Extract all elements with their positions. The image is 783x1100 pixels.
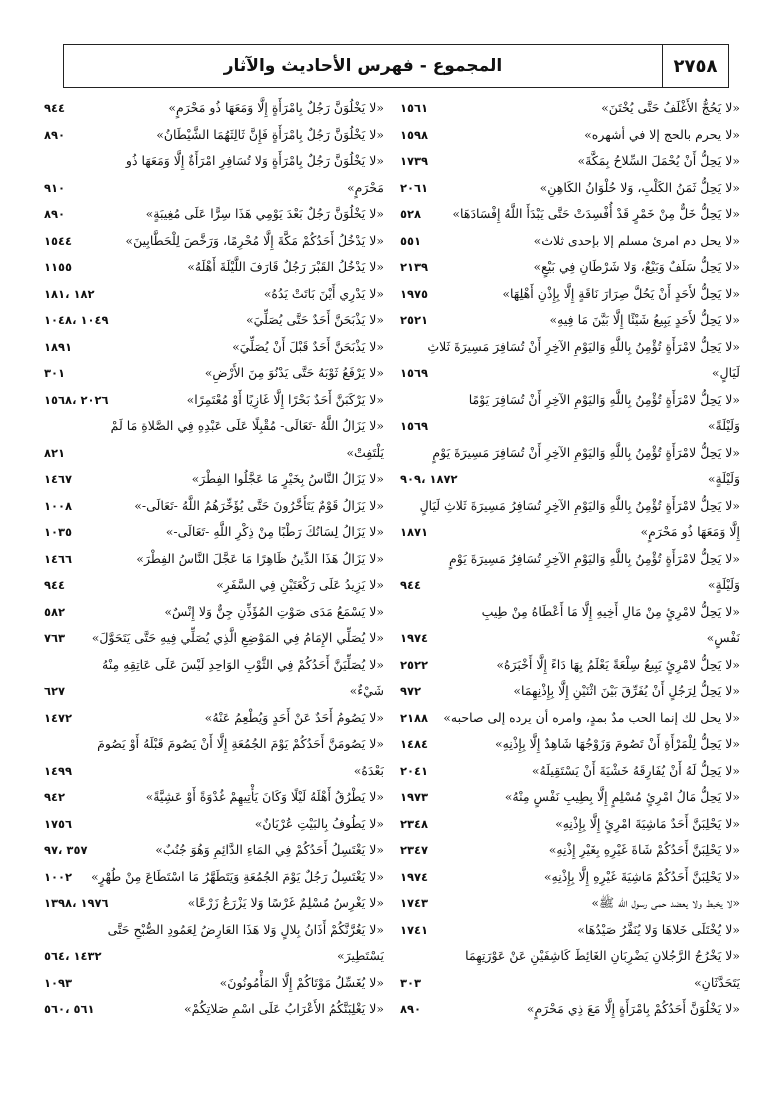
index-entry xyxy=(44,864,384,891)
index-column-left xyxy=(44,95,384,1023)
entry-text: «لا يَخْلُوَنَّ رَجُلٌ بِامْرَأَةٍ إِلَّا وَمَعَهَا ذُو مَحْرَمٍ» xyxy=(168,100,384,115)
entry-text: «لا يَحِلُّ لامْرَأَةٍ تُؤْمِنُ بِاللَّهِ وَاليَوْمِ الآخِرِ أَنْ تُسَافِرَ مَسِيرَةَ يَوْمٍ xyxy=(432,444,740,460)
entry-text: «لا يَحُجُّ الأَغْلَفُ حَتَّى يُخْتَنَ» xyxy=(601,100,740,115)
entry-text: «لا يَدْخُلُ القَبْرَ رَجُلٌ قَارَفَ اللَّيْلَةَ أَهْلَهُ» xyxy=(187,259,384,274)
entry-page-refs: ١٧٥٦ xyxy=(44,811,74,838)
entry-page-refs: ٩٧٢ xyxy=(400,678,423,705)
page-number: ٢٧٥٨ xyxy=(662,45,728,87)
index-entry xyxy=(400,917,740,944)
entry-text: «لا يَحِلُّ لأَحَدٍ أَنْ يَحُلَّ صِرَارَ نَاقَةٍ إِلَّا بِإِذْنِ أَهْلِهَا» xyxy=(502,285,740,301)
index-column-right xyxy=(400,95,740,1023)
entry-page-refs: ١٠٣٥ xyxy=(44,519,74,546)
entry-text: «لا يَخْلُوَنَّ أَحَدُكُمْ بِامْرَأَةٍ إِلَّا مَعَ ذِي مَحْرَمٍ» xyxy=(526,1001,740,1016)
index-entry xyxy=(400,175,740,202)
entry-page-refs: ٣٠٣ xyxy=(400,970,423,997)
entry-text-continuation: مَحْرَمٍ» xyxy=(346,179,384,195)
index-entry xyxy=(44,996,384,1023)
index-entry xyxy=(400,864,740,891)
entry-page-refs: ١٧٤١ xyxy=(400,917,430,944)
entry-text-continuation: يَلْتَفِتْ» xyxy=(346,444,384,460)
index-entry xyxy=(400,122,740,149)
entry-text: «لا يُصَلِّيَنَّ أَحَدُكُمْ فِي الثَّوْبِ الوَاحِدِ لَيْسَ عَلَى عَاتِقِهِ مِنْهُ xyxy=(102,656,384,672)
entry-page-refs: ٨٩٠ xyxy=(44,201,67,228)
index-entry xyxy=(400,440,740,493)
page-title: المجموع - فهرس الأحاديث والآثار xyxy=(223,56,503,76)
entry-page-refs: ٥٢٨ xyxy=(400,201,423,228)
entry-page-refs: ١٤٦٦ xyxy=(44,546,74,573)
index-entry xyxy=(44,387,384,414)
entry-page-refs: ١٩٧٥ xyxy=(400,281,430,308)
entry-text: «لا يخبط ولا يعضد حمى رسول الله ﷺ» xyxy=(591,895,740,910)
index-entry xyxy=(400,281,740,308)
index-entry xyxy=(400,307,740,334)
index-entry xyxy=(400,334,740,387)
index-entry xyxy=(44,837,384,864)
index-entry xyxy=(44,917,384,970)
entry-page-refs: ٢١٨٨ xyxy=(400,705,430,732)
entry-page-refs: ٢٥٢١ xyxy=(400,307,430,334)
entry-page-refs: ٢٣٤٨ xyxy=(400,811,430,838)
index-entry xyxy=(44,413,384,466)
index-entry xyxy=(400,784,740,811)
entry-text: «لا يَخْرُجُ الرَّجُلانِ يَضْرِبَانِ الغَائِطَ كَاشِفَيْنِ عَنْ عَوْرَتِهِمَا xyxy=(465,948,740,963)
entry-text: «لا يَحِلُّ لامْرِئٍ يَبِيعُ سِلْعَةً يَعْلَمُ بِهَا دَاءً إِلَّا أَخْبَرَهُ» xyxy=(496,656,740,672)
entry-page-refs: ٧٦٣ xyxy=(44,625,67,652)
entry-page-refs: ١٨٧٢ ،٩٠٩ xyxy=(400,466,460,493)
entry-text: «لا يَطُوفُ بِالبَيْتِ عُرْيَانٌ» xyxy=(254,815,384,831)
entry-page-refs: ٨٢١ xyxy=(44,440,67,467)
index-entry xyxy=(400,705,740,732)
entry-text: «لا يَحِلُّ لامْرَأَةٍ تُؤْمِنُ بِاللَّهِ وَاليَوْمِ الآخِرِ أَنْ تُسَافِرَ مَسِيرَةَ ثَلاثِ xyxy=(427,338,740,354)
entry-text: «لا يَرْفَعُ ثَوْبَهُ حَتَّى يَدْنُوَ مِنَ الأَرْضِ» xyxy=(204,365,384,380)
index-entry xyxy=(400,493,740,546)
entry-page-refs: ١٥٦٩ xyxy=(400,413,430,440)
index-entry xyxy=(400,890,740,917)
entry-page-refs: ١٥٦٩ xyxy=(400,360,430,387)
index-entry xyxy=(44,625,384,652)
entry-text: «لا يَحْلِبَنَّ أَحَدُكُمْ مَاشِيَةَ غَيْرِهِ إِلَّا بِإِذْنِهِ» xyxy=(543,868,740,884)
entry-page-refs: ٩١٠ xyxy=(44,175,67,202)
entry-page-refs: ١٩٧٤ xyxy=(400,864,430,891)
entry-page-refs: ١٤٣٢ ،٥٦٤ xyxy=(44,943,104,970)
index-entry xyxy=(44,307,384,334)
entry-text: «لا يحل دم امرئ مسلم إلا بإحدى ثلاث» xyxy=(533,232,740,248)
index-entry xyxy=(400,996,740,1023)
entry-page-refs: ٩٤٤ xyxy=(44,572,67,599)
entry-text: «لا يَحِلُّ لِرَجُلٍ أَنْ يُفَرِّقَ بَيْنَ اثْنَيْنِ إِلَّا بِإِذْنِهِمَا» xyxy=(513,683,740,698)
entry-page-refs: ٢١٣٩ xyxy=(400,254,430,281)
entry-page-refs: ١٥٤٤ xyxy=(44,228,74,255)
entry-page-refs: ٣٥٧ ،٩٧ xyxy=(44,837,89,864)
index-entry xyxy=(400,811,740,838)
entry-page-refs: ١٨٩١ xyxy=(44,334,74,361)
entry-text: «لا يَحِلُّ لأَحَدٍ يَبِيعُ شَيْئًا إِلَّا بَيَّنَ مَا فِيهِ» xyxy=(549,312,740,327)
index-entry xyxy=(400,943,740,996)
entry-page-refs: ٦٢٧ xyxy=(44,678,67,705)
index-entry xyxy=(44,599,384,626)
index-entry xyxy=(44,546,384,573)
entry-page-refs: ٥٨٢ xyxy=(44,599,67,626)
entry-page-refs: ٩٤٤ xyxy=(44,95,67,122)
entry-text: «لا يحرم بالحج إلا في أشهره» xyxy=(584,126,740,142)
index-entry xyxy=(400,599,740,652)
entry-text: «لا يَغْتَسِلُ أَحَدُكُمْ فِي المَاءِ الدَّائِمِ وَهُوَ جُنُبٌ» xyxy=(155,842,384,857)
entry-text: «لا يَزَالُ هَذَا الدِّينُ ظَاهِرًا مَا عَجَّلَ النَّاسُ الفِطْرَ» xyxy=(136,550,384,566)
entry-page-refs: ٨٩٠ xyxy=(44,122,67,149)
index-entry xyxy=(44,890,384,917)
entry-page-refs: ١٤٩٩ xyxy=(44,758,74,785)
entry-text: «لا يَغْتَسِلُ رَجُلٌ يَوْمَ الجُمُعَةِ وَيَتَطَهَّرُ مَا اسْتَطَاعَ مِنْ طُهْرٍ» xyxy=(90,868,384,884)
entry-page-refs: ٩٤٤ xyxy=(400,572,423,599)
index-entry xyxy=(400,95,740,122)
entry-text: «لا يَحِلُّ لامْرِئٍ مِنْ مَالِ أَخِيهِ إِلَّا مَا أَعْطَاهُ مِنْ طِيبِ xyxy=(481,603,740,619)
entry-text: «لا يَرْكَبَنَّ أَحَدٌ بَحْرًا إِلَّا غَازِيًا أَوْ مُعْتَمِرًا» xyxy=(186,391,384,407)
page-header xyxy=(63,44,729,88)
entry-text: «لا يُخْتَلَى خَلاهَا وَلا يُنَفَّرُ صَيْدُهَا» xyxy=(577,921,740,937)
index-entry xyxy=(44,493,384,520)
entry-page-refs: ٢٣٤٧ xyxy=(400,837,430,864)
index-entry xyxy=(400,837,740,864)
entry-page-refs: ١٩٧٣ xyxy=(400,784,430,811)
index-entry xyxy=(400,387,740,440)
index-entry xyxy=(400,148,740,175)
entry-text: «لا يَحْلِبَنَّ أَحَدٌ مَاشِيَةَ امْرِئٍ إِلَّا بِإِذْنِهِ» xyxy=(555,815,740,831)
entry-page-refs: ١١٥٥ xyxy=(44,254,74,281)
entry-text-continuation: نَفْسٍ» xyxy=(706,630,740,645)
entry-text: «لا يَصُومُ أَحَدٌ عَنْ أَحَدٍ وَيُطْعِمُ عَنْهُ» xyxy=(204,709,384,725)
index-entry xyxy=(44,148,384,201)
entry-page-refs: ١٨٧١ xyxy=(400,519,430,546)
entry-text: «لا يَحِلُّ لِلْمَرْأَةِ أَنْ تَصُومَ وَزَوْجُهَا شَاهِدٌ إِلَّا بِإِذْنِهِ» xyxy=(495,736,740,751)
entry-page-refs: ١٤٨٤ xyxy=(400,731,430,758)
entry-text: «لا يَزَالُ النَّاسُ بِخَيْرٍ مَا عَجَّلُوا الفِطْرَ» xyxy=(191,471,384,486)
index-entry xyxy=(44,360,384,387)
entry-page-refs: ٢٠٢٦ ،١٥٦٨ xyxy=(44,387,111,414)
entry-page-refs: ١٧٣٩ xyxy=(400,148,430,175)
entry-page-refs: ١٩٧٦ ،١٣٩٨ xyxy=(44,890,111,917)
entry-text: «لا يَحِلُّ لَهُ أَنْ يُفَارِقَهُ خَشْيَةَ أَنْ يَسْتَقِيلَهُ» xyxy=(531,762,740,778)
entry-text-continuation: شَيْءٌ» xyxy=(349,683,384,698)
entry-text: «لا يَخْلُوَنَّ رَجُلٌ بِامْرَأَةٍ فَإِنَّ ثَالِثَهُمَا الشَّيْطَانُ» xyxy=(156,126,384,142)
index-entry xyxy=(400,731,740,758)
index-entry xyxy=(400,201,740,228)
index-entry xyxy=(44,811,384,838)
entry-page-refs: ٢٠٤١ xyxy=(400,758,430,785)
entry-text: «لا يَغْلِبَنَّكُمُ الأَعْرَابُ عَلَى اسْمِ صَلاتِكُمْ» xyxy=(184,1001,384,1016)
entry-text: «لا يَغْرِسُ مُسْلِمٌ غَرْسًا وَلا يَزْرَعُ زَرْعًا» xyxy=(187,895,384,910)
entry-text: «لا يَصُومَنَّ أَحَدُكُمْ يَوْمَ الجُمُعَةِ إِلَّا أَنْ يَصُومَ قَبْلَهُ أَوْ يَصُومَ xyxy=(97,736,384,751)
entry-text: «لا يَحِلُّ سَلَفٌ وَبَيْعٌ، وَلا شَرْطَانِ فِي بَيْعٍ» xyxy=(533,259,740,274)
entry-text: «لا يَسْمَعُ مَدَى صَوْتِ المُؤَذِّنِ جِنٌّ وَلا إِنْسٌ» xyxy=(164,603,384,619)
entry-page-refs: ١٤٧٢ xyxy=(44,705,74,732)
index-entry xyxy=(400,546,740,599)
entry-page-refs: ١٠٠٢ xyxy=(44,864,74,891)
entry-page-refs: ١٥٦١ xyxy=(400,95,430,122)
entry-text: «لا يَحِلُّ لامْرَأَةٍ تُؤْمِنُ بِاللَّهِ وَاليَوْمِ الآخِرِ تُسَافِرُ مَسِيرَةَ ثَلاثِ لَيَالٍ xyxy=(419,497,740,513)
entry-page-refs: ١٠٤٩ ،١٠٤٨ xyxy=(44,307,111,334)
entry-page-refs: ١٧٤٣ xyxy=(400,890,430,917)
index-entry xyxy=(400,254,740,281)
index-entry xyxy=(400,678,740,705)
entry-text: «لا يَحِلُّ مَالُ امْرِئٍ مُسْلِمٍ إِلَّا بِطِيبِ نَفْسٍ مِنْهُ» xyxy=(504,789,740,804)
index-entry xyxy=(44,705,384,732)
entry-text: «لا يَزَالُ قَوْمٌ يَتَأَخَّرُونَ حَتَّى يُؤَخِّرَهُمُ اللَّهُ -تَعَالَى-» xyxy=(134,497,384,513)
entry-page-refs: ٣٠١ xyxy=(44,360,67,387)
entry-page-refs: ١٤٦٧ xyxy=(44,466,74,493)
index-entry xyxy=(44,572,384,599)
index-entry xyxy=(44,334,384,361)
index-entry xyxy=(400,228,740,255)
entry-text: «لا يَحِلُّ لامْرَأَةٍ تُؤْمِنُ بِاللَّهِ وَاليَوْمِ الآخِرِ تُسَافِرُ مَسِيرَةَ يَوْمٍ xyxy=(449,550,740,566)
entry-text-continuation: وَلَيْلَةٍ» xyxy=(707,577,740,592)
index-entry xyxy=(44,122,384,149)
entry-text: «لا يَذْبَحَنَّ أَحَدٌ قَبْلَ أَنْ يُصَلِّيَ» xyxy=(232,338,384,354)
entry-page-refs: ١٩٧٤ xyxy=(400,625,430,652)
entry-page-refs: ٥٥١ xyxy=(400,228,423,255)
entry-text: «لا يَدْخُلُ أَحَدُكُمْ مَكَّةَ إِلَّا مُحْرِمًا، وَرَخَّصَ لِلْحَطَّابِينَ» xyxy=(125,232,384,248)
entry-text: «لا يَذْبَحَنَّ أَحَدٌ حَتَّى يُصَلِّيَ» xyxy=(246,312,384,327)
index-entry xyxy=(44,228,384,255)
entry-text: «لا يَزَالُ لِسَانُكَ رَطْبًا مِنْ ذِكْرِ اللَّهِ -تَعَالَى-» xyxy=(165,524,384,539)
entry-page-refs: ٢٠٦١ xyxy=(400,175,430,202)
index-entry xyxy=(400,652,740,679)
entry-page-refs: ٨٩٠ xyxy=(400,996,423,1023)
entry-text: «لا يُغَسِّلُ مَوْتَاكُمْ إِلَّا المَأْمُونُونَ» xyxy=(219,974,384,990)
entry-page-refs: ١٥٩٨ xyxy=(400,122,430,149)
entry-text-continuation: إِلَّا وَمَعَهَا ذُو مَحْرَمٍ» xyxy=(640,524,740,539)
index-entry xyxy=(44,970,384,997)
entry-text-continuation: وَلَيْلَةً» xyxy=(707,418,740,433)
entry-page-refs: ١٠٠٨ xyxy=(44,493,74,520)
entry-page-refs: ٢٥٢٢ xyxy=(400,652,430,679)
index-entry xyxy=(44,784,384,811)
entry-text-continuation: يَتَحَدَّثَانِ» xyxy=(694,974,740,990)
entry-text: «لا يَخْلُوَنَّ رَجُلٌ بِامْرَأَةٍ وَلا تُسَافِرِ امْرَأَةٌ إِلَّا وَمَعَهَا ذُو xyxy=(125,153,384,168)
entry-text: «لا يَغُرَّنَّكُمْ أَذَانُ بِلالٍ وَلا هَذَا العَارِضُ لِعَمُودِ الصُّبْحِ حَتَّى xyxy=(107,921,384,937)
entry-text: «لا يَطْرُقُ أَهْلَهُ لَيْلًا وَكَانَ يَأْتِيهِمْ غُدْوَةً أَوْ عَشِيَّةً» xyxy=(145,789,384,804)
index-entry xyxy=(400,758,740,785)
entry-text-continuation: بَعْدَهُ» xyxy=(353,762,384,778)
index-entry xyxy=(44,254,384,281)
entry-page-refs: ١٠٩٣ xyxy=(44,970,74,997)
entry-page-refs: ١٨٢ ،١٨١ xyxy=(44,281,97,308)
entry-page-refs: ٩٤٢ xyxy=(44,784,67,811)
index-entry xyxy=(44,519,384,546)
entry-text-continuation: لَيَالٍ» xyxy=(711,365,740,380)
index-entry xyxy=(44,466,384,493)
entry-text: «لا يَحِلُّ خَلٌّ مِنْ خَمْرٍ قَدْ أُفْسِدَتْ حَتَّى يَبْدَأَ اللَّهُ إِفْسَادَهَا» xyxy=(452,206,740,221)
index-entry xyxy=(44,281,384,308)
index-entry xyxy=(44,95,384,122)
entry-text: «لا يَحْلِبَنَّ أَحَدُكُمْ شَاةَ غَيْرِهِ بِغَيْرِ إِذْنِهِ» xyxy=(548,842,740,857)
entry-text-continuation: يَسْتَطِيرَ» xyxy=(337,948,384,963)
index-entry xyxy=(44,201,384,228)
entry-text: «لا يُصَلِّي الإِمَامُ فِي المَوْضِعِ الَّذِي يُصَلِّي فِيهِ حَتَّى يَتَحَوَّلَ» xyxy=(91,630,384,645)
entry-text: «لا يحل لك إنما الحب مدٌ بمدٍ، وامره أن يرده إلى صاحبه» xyxy=(443,709,740,725)
entry-text-continuation: وَلَيْلَةٍ» xyxy=(707,471,740,486)
entry-text: «لا يَحِلُّ ثَمَنُ الكَلْبِ، وَلا حُلْوَانُ الكَاهِنِ» xyxy=(539,179,740,195)
entry-text: «لا يَخْلُوَنَّ رَجُلٌ بَعْدَ يَوْمِي هَذَا سِرًّا عَلَى مُغِيبَةٍ» xyxy=(145,206,384,221)
entry-text: «لا يَحِلُّ لامْرَأَةٍ تُؤْمِنُ بِاللَّهِ وَاليَوْمِ الآخِرِ أَنْ تُسَافِرَ يَوْمًا xyxy=(468,391,740,407)
entry-text: «لا يَدْرِي أَيْنَ بَاتَتْ يَدُهُ» xyxy=(263,285,384,301)
index-entry xyxy=(44,731,384,784)
entry-text: «لا يَزِيدُ عَلَى رَكْعَتَيْنِ فِي السَّفَرِ» xyxy=(216,577,384,592)
entry-page-refs: ٥٦١ ،٥٦٠ xyxy=(44,996,97,1023)
entry-text: «لا يَزَالُ اللَّهُ -تَعَالَى- مُقْبِلًا عَلَى عَبْدِهِ فِي الصَّلاةِ مَا لَمْ xyxy=(110,418,384,433)
index-entry xyxy=(44,652,384,705)
entry-text: «لا يَحِلُّ أَنْ يُحْمَلَ السِّلاحُ بِمَكَّةَ» xyxy=(577,153,740,168)
